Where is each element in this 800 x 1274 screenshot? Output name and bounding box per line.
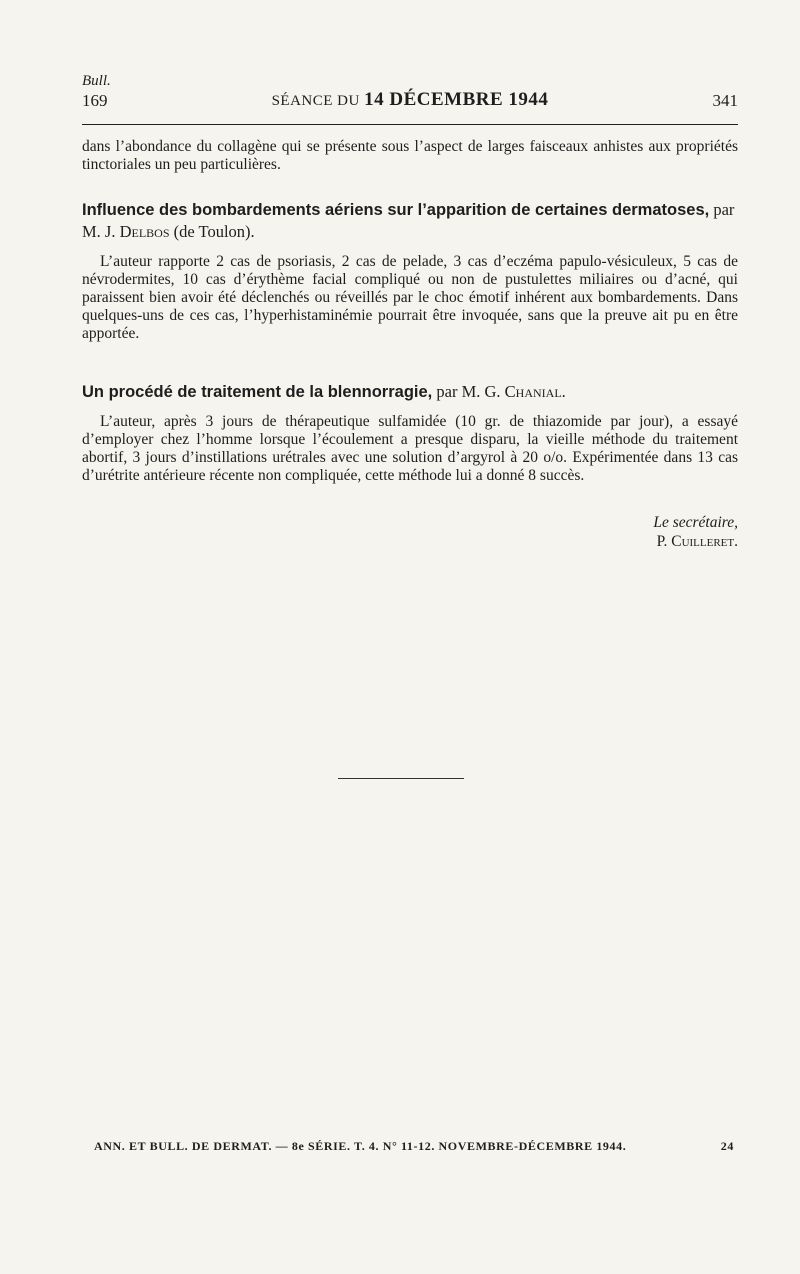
- article2-heading: [82, 381, 742, 403]
- article1-body: L’auteur rapporte 2 cas de psoriasis, 2 cas de pelade, 3 cas d’eczéma papulo-vésiculeux, 5 cas de névrodermites, 10 cas d’érythème facial compliqué ou non de pustulettes miliaires ou d’acné, qui paraissent bien avoir été déclenchés ou réveillés par le choc émotif inhérent aux bombardements. Dans quelques-uns de ces cas, l’hyperhistaminémie pourrait être invoquée, sans que la preuve ait pu en être apportée.: [82, 253, 738, 342]
- article1-byline-suffix: (de Toulon).: [169, 222, 255, 241]
- article2-body: L’auteur, après 3 jours de thérapeutique sulfamidée (10 gr. de thiazomide par jour), a essayé d’employer chez l’homme lorsque l’écoulement a presque disparu, la vieille méthode du traitement abortif, 3 jours d’instillations urétrales avec une solution d’argyrol à 20 o/o. Expérimentée dans 13 cas d’urétrite antérieure récente non compliquée, cette méthode lui a donné 8 succès.: [82, 413, 738, 484]
- journal-abbreviation: Bull.: [82, 73, 111, 89]
- section-separator: [338, 778, 464, 779]
- signature-name-line: [438, 532, 738, 551]
- running-header: [82, 89, 738, 113]
- session-heading: [82, 89, 738, 111]
- header-rule: [82, 124, 738, 125]
- signature-name-prefix: P.: [656, 533, 672, 550]
- article1-title: Influence des bombardements aériens sur l’apparition de certaines dermatoses,: [82, 201, 710, 219]
- session-date: 14 DÉCEMBRE 1944: [364, 89, 549, 110]
- article1-author: Delbos: [119, 222, 170, 241]
- article1-heading: [82, 199, 742, 242]
- sheet-number: 24: [720, 1139, 734, 1153]
- continued-paragraph: dans l’abondance du collagène qui se présente sous l’aspect de larges faisceaux anhistes aux propriétés tinctoriales un peu particulières.: [82, 138, 738, 173]
- bulletin-number: 169: [82, 91, 108, 110]
- article2-byline-prefix: par M. G.: [432, 382, 505, 401]
- session-prefix: SÉANCE DU: [271, 93, 360, 109]
- article2-title: Un procédé de traitement de la blennorragie,: [82, 383, 433, 401]
- article2-author: Chanial.: [504, 382, 566, 401]
- page-number: 341: [712, 91, 738, 110]
- article1-byline-prefix: par M. J.: [82, 200, 735, 241]
- signature-role: Le secrétaire,: [653, 514, 738, 531]
- journal-citation: ANN. ET BULL. DE DERMAT. — 8e SÉRIE. T. 4. N° 11-12. NOVEMBRE-DÉCEMBRE 1944.: [94, 1139, 627, 1153]
- signature-name: Cuilleret.: [671, 533, 738, 550]
